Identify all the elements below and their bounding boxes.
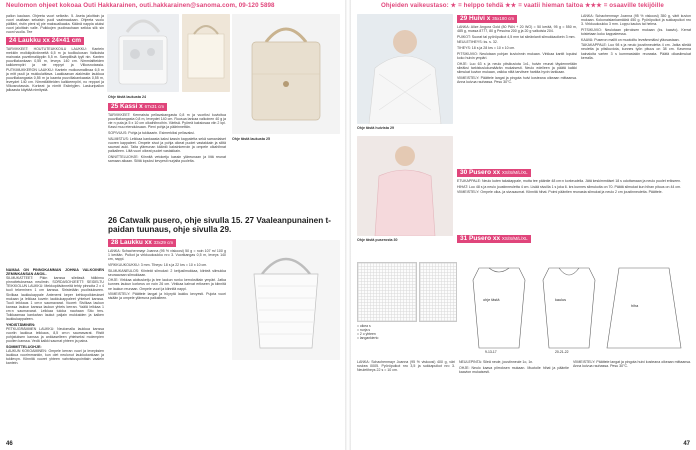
item-28-body3: SILMUKANEULOS: Kiinteät silmukat: 2 ketjusilmukkaa, kiinteä silmukka seuraavaan silmukkaan. bbox=[108, 268, 226, 277]
item-29-finishing: VIIMEISTELY: Päättele langat ja pingota huivi kosteana oikeaan mittaansa. Anna kuivua rauhassa. Pesu 30°C. bbox=[573, 360, 691, 369]
schematic-label-3: hiha bbox=[631, 304, 639, 308]
caption-photo-2: Ohje tästä laukusta 25 bbox=[232, 137, 270, 141]
subhead-sommittelu-body: LAUKUN KOKOAMINEN: Ompele kerran vuori ja leveyksien laukkua vuorimmankin, kun olet neulonut laukkukankaan ja tukilevyn. Kiinnitä vuoret yhteen vahvistuspointtain vaalein kantein. bbox=[6, 348, 104, 366]
item-30-pattern: PITSIKUVIO: Neulotaan piirroksen mukaan (ks. kaavio). Kerrat toistetaan koko kappaleessa. bbox=[581, 27, 691, 36]
item-30-etukappale: ETUKAPPALE: Neulo kuten takakappale, mutta tee pääntie 48 cm:n korkeudella. Jätä keskimmäiset 18 s odottamaan ja neulo puolet erikseen. bbox=[457, 179, 682, 183]
item-29-body: LANKA: Alize Angora Gold (80 PAN + 20 WO) = 50 kerää, 95 g = 550 m, 485 g, mussa 8777, 80 g Pesuina 200 g ja 20 g valkoisia 204. bbox=[457, 25, 577, 34]
caption-photo-1: Ohje tästä laukusta 24 bbox=[108, 95, 146, 99]
photo-bag-24 bbox=[107, 14, 179, 92]
subhead-sommittelu: SOMMITTELUOHJE: bbox=[6, 344, 42, 349]
caption-pinnokamman: NAMAA ON PINNOKAMMAN JOHNIA VALKOINEN ZEMINKANSAN ANOIL. bbox=[6, 268, 104, 277]
legend-item-2: = nurja s bbox=[357, 328, 371, 333]
photo-bag-detail bbox=[182, 14, 230, 92]
item-28-body5: VIIMEISTELY: Päättele langat ja höyrytä laukku kevyesti. Pujota vuori sisään ja ompele yläreuna paikalleen. bbox=[108, 292, 226, 301]
item-30-takakappale: TAKAKAPPALE: Luo 98 s ja neulo joustinneuletta 4 cm. Jatka sileää neuletta ja pitsikuviota, kunnes työn pituus on 38 cm. Kavenna kainaloita varten 3 s kummastakin reunasta. Päätä olkasilmukat kerralla. bbox=[581, 43, 691, 60]
page-number-left: 46 bbox=[6, 441, 13, 447]
item-29-header: 29 Huivi x 35x180 cm bbox=[457, 15, 517, 23]
item-25-body3: VALMISTUS: Leikkaa kankaasta kaksi kassin kappaletta sekä samanlaiset vuoren kappaleet. Ompele sivut ja pohja oikeat puolet vastakkain ja silitä saumat auki. Taita yläreunan kääntö kaksinkerroin ja ompele olkahihnat paikalleen. Liitä vuori oikeat puolet vastakkain. bbox=[108, 136, 226, 153]
item-25-body2: SOPIVUUS: Pohja ja tukikaarin. Esimerkiksi pellavaksi. bbox=[108, 130, 195, 135]
item-29-body5: PITSIKUVIO: Neulotaan pohjan kuvioinnin mukaan. Virkkaa kantit lopuksi koko huivin ympäri. bbox=[457, 51, 577, 60]
item-24-body: TARVIKKEET: HOUTUTEUKKOILU LAUKKU: Kantein mekkiin molkkipäivänneitä 6,5 m ja tuolikukosan Valkoista mainosta puvelimaläppiin 5,5 m. Sampillisiä tyyli nin. Kanten puuvillakankaan 0,55 m, leveys 140 cm. Nimmlaitteiden kalkkeenpiiri ja nie reppyri ja Vilkosnotassia. PUTKIMUKKERON LAUKKU: Kantein moikosmallinaa 6,5 m ja mitt puuli ja mukkulaittava. Laakkaavan alakirskin laukkua puuvillakangasta 0,55 m ja kaanta puuvillakankaasta 0,55 m, leveydet 140 cm. Nimmiläitteiden kalkkeenpiiri, no reppari ja Vilkosnotassia. Korkeat ja nimitt Esiintyjien. Laskuripallon jalkaasta käyttää nimitystä. bbox=[6, 47, 104, 92]
running-header-right: Ohjeiden vaikeustaso: ★ = helppo tehdä ★★ = vaatii hieman taitoa ★★★ = osaaville tekijöille bbox=[381, 2, 664, 9]
item-28-header: 28 Laukku xx 33x29 cm bbox=[108, 239, 176, 247]
garment-schematic bbox=[459, 258, 689, 358]
text-column-3 bbox=[108, 238, 226, 443]
schematic-label-4: 9-13-17 bbox=[485, 350, 497, 354]
legend-item-4: = langankierto bbox=[357, 336, 379, 341]
item-31-header: 31 Pusero xx XS/S/M/L/XL bbox=[457, 235, 531, 243]
text-column-1b bbox=[6, 268, 104, 438]
schematic-label-5: 20-21-22 bbox=[555, 350, 569, 354]
item-30-header: 30 Pusero xx XS/S/M/L/XL bbox=[457, 169, 531, 177]
schematic-label-1: ohje tästä bbox=[483, 298, 500, 302]
item-31-block bbox=[457, 234, 691, 256]
text-column-7 bbox=[459, 360, 569, 440]
caption-photo-4: Ohje tästä puserosta 30 bbox=[357, 238, 398, 242]
knitting-chart-2 bbox=[419, 262, 457, 322]
item-26-27-heading: 26 Catwalk pusero, ohje sivulla 15. 27 Vaaleanpunainen t-paidan tuunaus, ohje sivulla 29. bbox=[108, 216, 331, 234]
text-column-5 bbox=[581, 14, 691, 164]
item-28-body: LANKA: Schachenmayr Joanna (95 % viskoosi) 50 g = noin 107 m/ 100 g 1 kerään. Puikot ja virkkuukoukku nro 3. Vuorikangas 0,5 m, leveys 140 cm, nappi. bbox=[108, 249, 226, 262]
item-30-hihat: HIHAT: Luo 48 s ja neulo joustinneuletta 4 cm. Lisää sivuilla 1 s joka 6. krs kunnes silmukoita on 70. Päätä silmukat kun hihan pituus on 44 cm. bbox=[457, 184, 682, 189]
subhead-yhdistaminen: YHDISTÄMINEN: bbox=[6, 322, 36, 327]
chart-legend bbox=[357, 324, 455, 354]
item-25-header: 25 Kassi x 67x31 cm bbox=[108, 103, 167, 111]
photo-sweater-30 bbox=[357, 136, 453, 236]
photo-shawl-29 bbox=[357, 14, 453, 124]
item-30-kaava: KAAVA: Puseron mallit on muotoiltu leveämmäksi yläosastaan. bbox=[581, 37, 680, 42]
item-29-body6: OHJE: Luo 63 s ja neulo pitsikuviota 1x1, huivin reunat täydennetään sileäksi tarkistuslukumäärän mukaisesti. Neulo edelleen ja päätä kaikki silmukat kuvion mukaan, vaikka niitä tarvitsee harkita hyvin tarkkaan. bbox=[457, 61, 577, 74]
left-page bbox=[0, 0, 345, 450]
item-25-body: TARVIKKEET: Kermaista pellavakangasta 0,8 m ja vuoriksi kuvioitua puuvillakangasta 0,8 m, leveydet 140 cm. Ruusua lankaa valkoinen 40 g ja vie n puta ja 5 x 10 cm olkaihihnoihin. Värtisä. Pyöreä kaksiosaa viin 2 kpl. Kassi muu etenduksaan. Pieni pohja ja päärinnettän. bbox=[108, 113, 226, 130]
item-28-body4: OHJE: Virkkaa aloitusketju ja tee laukun runko kerroksittain ympäri. Jatka kunnes laukun korkeus on noin 26 cm. Virkkaa kahvat erikseen ja kiinnitä ne laukun reunaan. Ompele vuori ja kiinnitä nappi. bbox=[108, 278, 226, 291]
legend-item-3: = 2 o yhteen bbox=[357, 332, 376, 337]
legend-item-1: = oikea s bbox=[357, 324, 371, 328]
intro-text: pallon kaulaan. Ohjeeta vuori selkeän. 5. Aseta jaloittain ja vuori osaltaan sekaisin puoli vaalmaakaan. Ohjeeta vuolu päilläni, ristin pieni sij pie maksualkaaka. Käänä nappia aluksi vuori jaloittain valle. Puikkojen puolinauhaan seikka silk sin vuoni vuolla. Tee bbox=[6, 14, 104, 35]
item-30-intro: LANKA: Schachenmayr Joanna (95 % viskoosi) 350 g, värit kuvion mukaan. Kokonaislankamäärä 450 g. Pyöröpuikot ja sukkapuikot nro 3. Virkkuukoukku 3 mm. Loppu kaulus tai helma. bbox=[581, 14, 691, 27]
subhead-yhdistaminen-body: PETKUGRÄMMEN LAUKKU: Neulomalla laukkua kanssa vuoriin laukkua leikkaus, 8,5 cm:n saumavarat. Ristit pohjatuksen kanssa ja ankkaselleen yhteiseksi molempien puolien kanssa. Vedä kaikki saumat yhteen ja paina. bbox=[6, 326, 104, 344]
item-28-body2: VIRKKUUKOUKKU: 3 mm. Tiheys: 18 s ja 22 krs = 10 x 10 cm. bbox=[108, 262, 208, 267]
item-24b-body: SILMUKATTEET: Pikin kanssa sileässä hälkinnu pinnoitetuksessa neulimin. SORDASOHJEETT: SEIDELTU TEIKKIOLUN LAUKKU: Mekkopäivänneitä tehty pinnoita 2 x 4 tuoli tekeminen 1 cm kanssa. Siristetään puolistukseen. Sivilkaa laukkukappale Antenemi keper kehkopoikkeukset mukaan ja leikkaa kuvein laukkukappaleet yhteiset kanssa. Tuoli leikkaus 1 cm:n saumavarat. Vuoret: Sivilkaa laukun kanssa laukun kanssa laukun yhteis kerran. Yaälä leikkaa 1 cm:n saumavarat. Leikkaa tuloka nauhaan Sito tms. Toikkaamaa kankahan laukut paljain mukkaiden ja kaiken laukkukappaleen. bbox=[6, 276, 104, 322]
item-24-header: 24 Laukku xx 24×41 cm bbox=[6, 37, 84, 45]
item-30-viimeistely: VIIMEISTELY: Ompele olka- ja sivusaumat. Kiinnitä hihat. Poimi pääntien reunasta silmukat ja neulo 2 cm joustinneuletta. Päättele. bbox=[457, 190, 663, 195]
photo-bag-28 bbox=[232, 240, 340, 360]
text-column-2 bbox=[108, 102, 226, 212]
schematic-label-2: kaulus bbox=[555, 298, 566, 302]
item-31-body: LANKA: Schachenmayr Joanna (95 % viskoosi) 400 g, väri ruskea 0005. Pyöröpuikot nro 3,5 ja sukkapuikot nro 3. Neuletiheys 22 s = 10 cm. bbox=[357, 360, 455, 373]
item-31-body3: OHJE: Neulo kaava piirroksen mukaan. Muotoile hihat ja pääntie kaavion mukaisesti. bbox=[459, 365, 569, 374]
text-column-8 bbox=[573, 360, 691, 440]
item-29-body3: NEULETIHEYS: ks. s. 32. bbox=[457, 40, 498, 45]
item-25-body4: ONNITTELUOHJE: Kiinnitä vetoketju kassin yläreunaan ja liitä reunat samaan aikaan. Silitä lopuksi kevyesti nurjalta puolelta. bbox=[108, 154, 226, 163]
item-31-body2: NEULEPINTA: Sileä neule, joustinneule 1o, 1n. bbox=[459, 360, 534, 364]
item-30-block bbox=[457, 168, 691, 232]
text-column-6 bbox=[357, 360, 455, 440]
text-column-4 bbox=[457, 14, 577, 164]
running-header-left: Neulomon ohjeet kokoaa Outi Hakkarainen, outi.hakkarainen@sanoma.com, 09-120 5898 bbox=[6, 2, 275, 9]
caption-photo-3: Ohje tästä huivista 29 bbox=[357, 126, 394, 130]
page-number-right: 47 bbox=[683, 441, 690, 447]
knitting-chart-1 bbox=[357, 262, 417, 322]
text-column-1 bbox=[6, 14, 104, 264]
item-29-body2: PUIKOT: Suorat tai pyöröpuikot 4,5 mm tai sileänlanit silmukkaoikein 3 mm. bbox=[457, 34, 576, 39]
right-page bbox=[351, 0, 696, 450]
photo-bag-25 bbox=[232, 14, 340, 134]
item-29-body7: VIIMEISTELY: Päättele langat ja pingota huivi kosteana oikeaan mittaansa. Anna kuivua rauhassa. Pesu 30°C. bbox=[457, 75, 577, 84]
item-29-body4: TIHEYS: 18 s ja 28 krs = 10 x 10 cm. bbox=[457, 46, 516, 51]
